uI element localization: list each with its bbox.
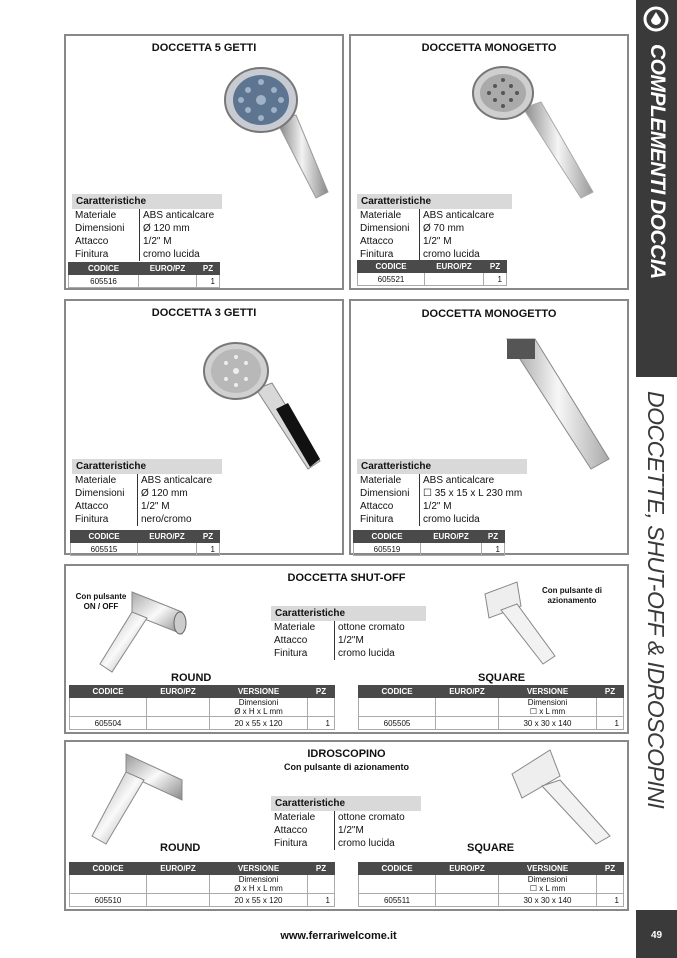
col-header: VERSIONE bbox=[499, 686, 597, 698]
col-header: EURO/PZ bbox=[436, 686, 499, 698]
version-dim-header bbox=[499, 875, 597, 894]
codice-cell: 605519 bbox=[354, 543, 421, 556]
features-header: Caratteristiche bbox=[271, 606, 426, 621]
features-header: Caratteristiche bbox=[357, 459, 527, 474]
feature-value: 1/2"M bbox=[338, 635, 364, 646]
price-table-round bbox=[69, 862, 335, 907]
round-label: ROUND bbox=[160, 842, 201, 854]
feature-value: Ø 120 mm bbox=[143, 223, 190, 234]
sidebar-dark-band bbox=[636, 0, 677, 377]
price-table-square bbox=[358, 685, 624, 730]
idroscopino-square-image bbox=[506, 744, 616, 854]
versione-cell: 30 x 30 x 140 bbox=[499, 894, 597, 907]
price-table-round bbox=[69, 685, 335, 730]
codice-cell: 605504 bbox=[70, 717, 147, 730]
codice-cell: 605515 bbox=[71, 543, 138, 556]
pz-cell: 1 bbox=[308, 894, 335, 907]
feature-key: Attacco bbox=[357, 500, 420, 513]
col-header: VERSIONE bbox=[499, 863, 597, 875]
price-cell bbox=[139, 275, 197, 288]
product-title: DOCCETTA MONOGETTO bbox=[421, 42, 557, 54]
version-dim-header bbox=[210, 875, 308, 894]
dim-sub: ☐ x L mm bbox=[529, 707, 566, 716]
product-card-605519 bbox=[349, 299, 629, 555]
col-header: EURO/PZ bbox=[436, 863, 499, 875]
codice-cell: 605510 bbox=[70, 894, 147, 907]
feature-key: Dimensioni bbox=[72, 487, 138, 500]
feature-key: Finitura bbox=[357, 248, 420, 261]
col-header: PZ bbox=[308, 686, 335, 698]
table-row bbox=[359, 717, 624, 730]
price-table bbox=[70, 530, 220, 556]
feature-key: Attacco bbox=[357, 235, 420, 248]
square-label: SQUARE bbox=[478, 672, 526, 684]
feature-key: Attacco bbox=[271, 634, 335, 647]
dim-header: Dimensioni bbox=[527, 875, 568, 884]
feature-key: Attacco bbox=[72, 500, 138, 513]
feature-key: Finitura bbox=[271, 647, 335, 660]
col-header: PZ bbox=[484, 261, 507, 273]
product-card-605521 bbox=[349, 34, 629, 290]
features-block bbox=[72, 194, 222, 261]
feature-key: Dimensioni bbox=[357, 487, 420, 500]
shower-head-5-jet-image bbox=[216, 60, 331, 210]
feature-key: Materiale bbox=[357, 209, 420, 222]
features-block bbox=[72, 459, 222, 526]
col-header: CODICE bbox=[359, 863, 436, 875]
col-header: CODICE bbox=[69, 263, 139, 275]
price-cell bbox=[421, 543, 482, 556]
features-header: Caratteristiche bbox=[72, 194, 222, 209]
product-title: DOCCETTA MONOGETTO bbox=[421, 308, 557, 320]
col-header: VERSIONE bbox=[210, 863, 308, 875]
versione-cell: 20 x 55 x 120 bbox=[210, 717, 308, 730]
shower-head-3-jet-image bbox=[198, 339, 328, 479]
pz-cell: 1 bbox=[597, 717, 624, 730]
feature-value: ottone cromato bbox=[338, 812, 405, 823]
feature-key: Materiale bbox=[271, 811, 335, 824]
feature-key: Finitura bbox=[72, 248, 140, 261]
dim-header: Dimensioni bbox=[238, 698, 279, 707]
feature-key: Attacco bbox=[72, 235, 140, 248]
feature-value: 1/2" M bbox=[423, 236, 452, 247]
pz-cell: 1 bbox=[308, 717, 335, 730]
feature-value: ABS anticalcare bbox=[141, 475, 213, 486]
feature-key: Materiale bbox=[271, 621, 335, 634]
feature-value: ABS anticalcare bbox=[423, 210, 495, 221]
price-cell bbox=[147, 717, 210, 730]
table-row bbox=[69, 275, 220, 288]
feature-value: 1/2" M bbox=[143, 236, 172, 247]
codice-cell: 605516 bbox=[69, 275, 139, 288]
section-subtitle: DOCCETTE, SHUT-OFF & IDROSCOPINI bbox=[643, 391, 669, 809]
shower-head-square-image bbox=[501, 335, 621, 475]
price-cell bbox=[436, 894, 499, 907]
table-row bbox=[358, 273, 507, 286]
feature-value: ABS anticalcare bbox=[143, 210, 215, 221]
note-azionamento: Con pulsante di azionamento bbox=[542, 586, 602, 605]
feature-value: ☐ 35 x 15 x L 230 mm bbox=[423, 488, 523, 499]
dim-sub: ☐ x L mm bbox=[529, 884, 566, 893]
col-header: EURO/PZ bbox=[425, 261, 484, 273]
shutoff-round-image bbox=[92, 582, 192, 677]
feature-value: cromo lucida bbox=[338, 648, 395, 659]
features-header: Caratteristiche bbox=[357, 194, 512, 209]
round-label: ROUND bbox=[171, 672, 212, 684]
table-row bbox=[70, 717, 335, 730]
version-dim-header bbox=[210, 698, 308, 717]
table-row bbox=[359, 894, 624, 907]
feature-value: cromo lucida bbox=[143, 249, 200, 260]
pz-cell: 1 bbox=[597, 894, 624, 907]
features-header: Caratteristiche bbox=[72, 459, 222, 474]
col-header: PZ bbox=[597, 686, 624, 698]
col-header: EURO/PZ bbox=[147, 686, 210, 698]
feature-value: cromo lucida bbox=[423, 514, 480, 525]
product-title: DOCCETTA 3 GETTI bbox=[151, 307, 257, 319]
product-title: IDROSCOPINO bbox=[307, 748, 386, 760]
square-label: SQUARE bbox=[467, 842, 515, 854]
dim-sub: Ø x H x L mm bbox=[234, 884, 283, 893]
idroscopino-round-image bbox=[86, 746, 196, 846]
feature-key: Finitura bbox=[271, 837, 335, 850]
feature-value: Ø 70 mm bbox=[423, 223, 465, 234]
col-header: CODICE bbox=[70, 863, 147, 875]
product-card-idroscopino bbox=[64, 740, 629, 911]
feature-value: nero/cromo bbox=[141, 514, 192, 525]
version-dim-header bbox=[499, 698, 597, 717]
dim-sub: Ø x H x L mm bbox=[234, 707, 283, 716]
table-row bbox=[70, 894, 335, 907]
col-header: VERSIONE bbox=[210, 686, 308, 698]
col-header: PZ bbox=[482, 531, 505, 543]
pz-cell: 1 bbox=[197, 275, 220, 288]
feature-value: 1/2" M bbox=[423, 501, 452, 512]
col-header: EURO/PZ bbox=[138, 531, 197, 543]
codice-cell: 605505 bbox=[359, 717, 436, 730]
col-header: PZ bbox=[197, 531, 220, 543]
col-header: CODICE bbox=[359, 686, 436, 698]
feature-key: Dimensioni bbox=[357, 222, 420, 235]
price-table-square bbox=[358, 862, 624, 907]
product-title: DOCCETTA SHUT-OFF bbox=[287, 572, 406, 584]
price-table bbox=[357, 260, 507, 286]
table-row bbox=[71, 543, 220, 556]
pz-cell: 1 bbox=[484, 273, 507, 286]
feature-key: Finitura bbox=[72, 513, 138, 526]
col-header: CODICE bbox=[354, 531, 421, 543]
product-card-shutoff bbox=[64, 564, 629, 734]
col-header: CODICE bbox=[70, 686, 147, 698]
features-block bbox=[357, 194, 512, 261]
website-link[interactable]: www.ferrariwelcome.it bbox=[280, 930, 397, 942]
features-block bbox=[357, 459, 527, 526]
price-cell bbox=[138, 543, 197, 556]
col-header: EURO/PZ bbox=[139, 263, 197, 275]
col-header: PZ bbox=[597, 863, 624, 875]
col-header: PZ bbox=[197, 263, 220, 275]
price-cell bbox=[147, 894, 210, 907]
features-block bbox=[271, 606, 426, 660]
feature-value: cromo lucida bbox=[423, 249, 480, 260]
table-row bbox=[354, 543, 505, 556]
pz-cell: 1 bbox=[482, 543, 505, 556]
features-block bbox=[271, 796, 421, 850]
feature-key: Materiale bbox=[72, 209, 140, 222]
col-header: PZ bbox=[308, 863, 335, 875]
feature-key: Materiale bbox=[357, 474, 420, 487]
drop-logo-icon bbox=[643, 6, 669, 32]
section-title: COMPLEMENTI DOCCIA bbox=[646, 44, 669, 279]
col-header: EURO/PZ bbox=[147, 863, 210, 875]
versione-cell: 30 x 30 x 140 bbox=[499, 717, 597, 730]
feature-value: cromo lucida bbox=[338, 838, 395, 849]
versione-cell: 20 x 55 x 120 bbox=[210, 894, 308, 907]
price-cell bbox=[436, 717, 499, 730]
feature-value: 1/2"M bbox=[338, 825, 364, 836]
feature-key: Attacco bbox=[271, 824, 335, 837]
product-card-605515 bbox=[64, 299, 344, 555]
col-header: CODICE bbox=[71, 531, 138, 543]
shutoff-square-image bbox=[471, 576, 561, 676]
feature-value: 1/2" M bbox=[141, 501, 170, 512]
feature-key: Dimensioni bbox=[72, 222, 140, 235]
feature-value: ABS anticalcare bbox=[423, 475, 495, 486]
shower-head-mono-image bbox=[463, 58, 603, 208]
pz-cell: 1 bbox=[197, 543, 220, 556]
col-header: EURO/PZ bbox=[421, 531, 482, 543]
note-onoff: Con pulsante ON / OFF bbox=[75, 592, 127, 611]
feature-value: Ø 120 mm bbox=[141, 488, 188, 499]
product-subtitle: Con pulsante di azionamento bbox=[283, 762, 409, 772]
codice-cell: 605511 bbox=[359, 894, 436, 907]
price-table bbox=[68, 262, 220, 288]
col-header: CODICE bbox=[358, 261, 425, 273]
page-number: 49 bbox=[650, 930, 663, 941]
codice-cell: 605521 bbox=[358, 273, 425, 286]
feature-key: Finitura bbox=[357, 513, 420, 526]
price-table bbox=[353, 530, 505, 556]
dim-header: Dimensioni bbox=[527, 698, 568, 707]
feature-value: ottone cromato bbox=[338, 622, 405, 633]
features-header: Caratteristiche bbox=[271, 796, 421, 811]
sidebar-light-band bbox=[636, 377, 677, 958]
price-cell bbox=[425, 273, 484, 286]
product-title: DOCCETTA 5 GETTI bbox=[151, 42, 257, 54]
feature-key: Materiale bbox=[72, 474, 138, 487]
dim-header: Dimensioni bbox=[238, 875, 279, 884]
product-card-605516 bbox=[64, 34, 344, 290]
